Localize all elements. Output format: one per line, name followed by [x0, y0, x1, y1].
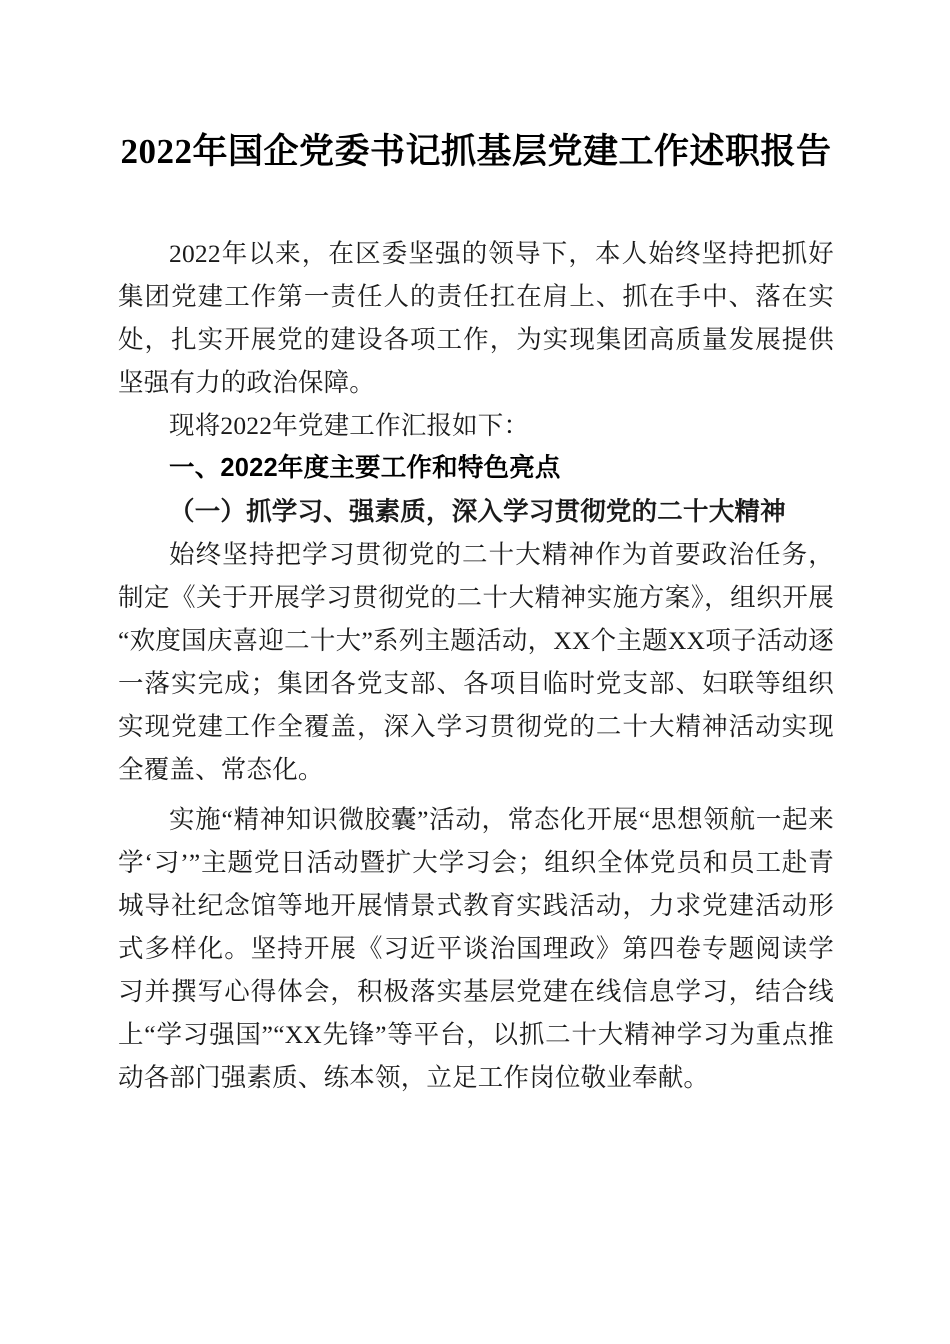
paragraph-study-activities: 实施“精神知识微胶囊”活动，常态化开展“思想领航一起来学‘习’”主题党日活动暨扩大学习会；组织全体党员和员工赴青城导社纪念馆等地开展情景式教育实践活动，力求党建活动形式多样化。坚持开展《习近平谈治国理政》第四卷专题阅读学习并撰写心得体会，积极落实基层党建在线信息学习，结合线上“学习强国”“XX先锋”等平台，以抓二十大精神学习为重点推动各部门强素质、练本领，立足工作岗位敬业奉献。: [118, 805, 834, 1092]
subsection-heading-one-a: （一）抓学习、强素质，深入学习贯彻党的二十大精神: [169, 497, 786, 526]
page-title: 2022年国企党委书记抓基层党建工作述职报告: [120, 132, 832, 171]
paragraph-report-lead-in: 现将2022年党建工作汇报如下：: [169, 411, 530, 440]
paragraph-study-implementation: 始终坚持把学习贯彻党的二十大精神作为首要政治任务，制定《关于开展学习贯彻党的二十大精神实施方案》，组织开展“欢度国庆喜迎二十大”系列主题活动，XX个主题XX项子活动逐一落实完成；集团各党支部、各项目临时党支部、妇联等组织实现党建工作全覆盖，深入学习贯彻党的二十大精神活动实现全覆盖、常态化。: [118, 540, 834, 784]
section-heading-one: 一、2022年度主要工作和特色亮点: [169, 454, 561, 482]
document-content-column: [118, 0, 834, 1099]
paragraph-intro: 2022年以来，在区委坚强的领导下，本人始终坚持把抓好集团党建工作第一责任人的责任扛在肩上、抓在手中、落在实处，扎实开展党的建设各项工作，为实现集团高质量发展提供坚强有力的政治保障。: [118, 239, 834, 397]
